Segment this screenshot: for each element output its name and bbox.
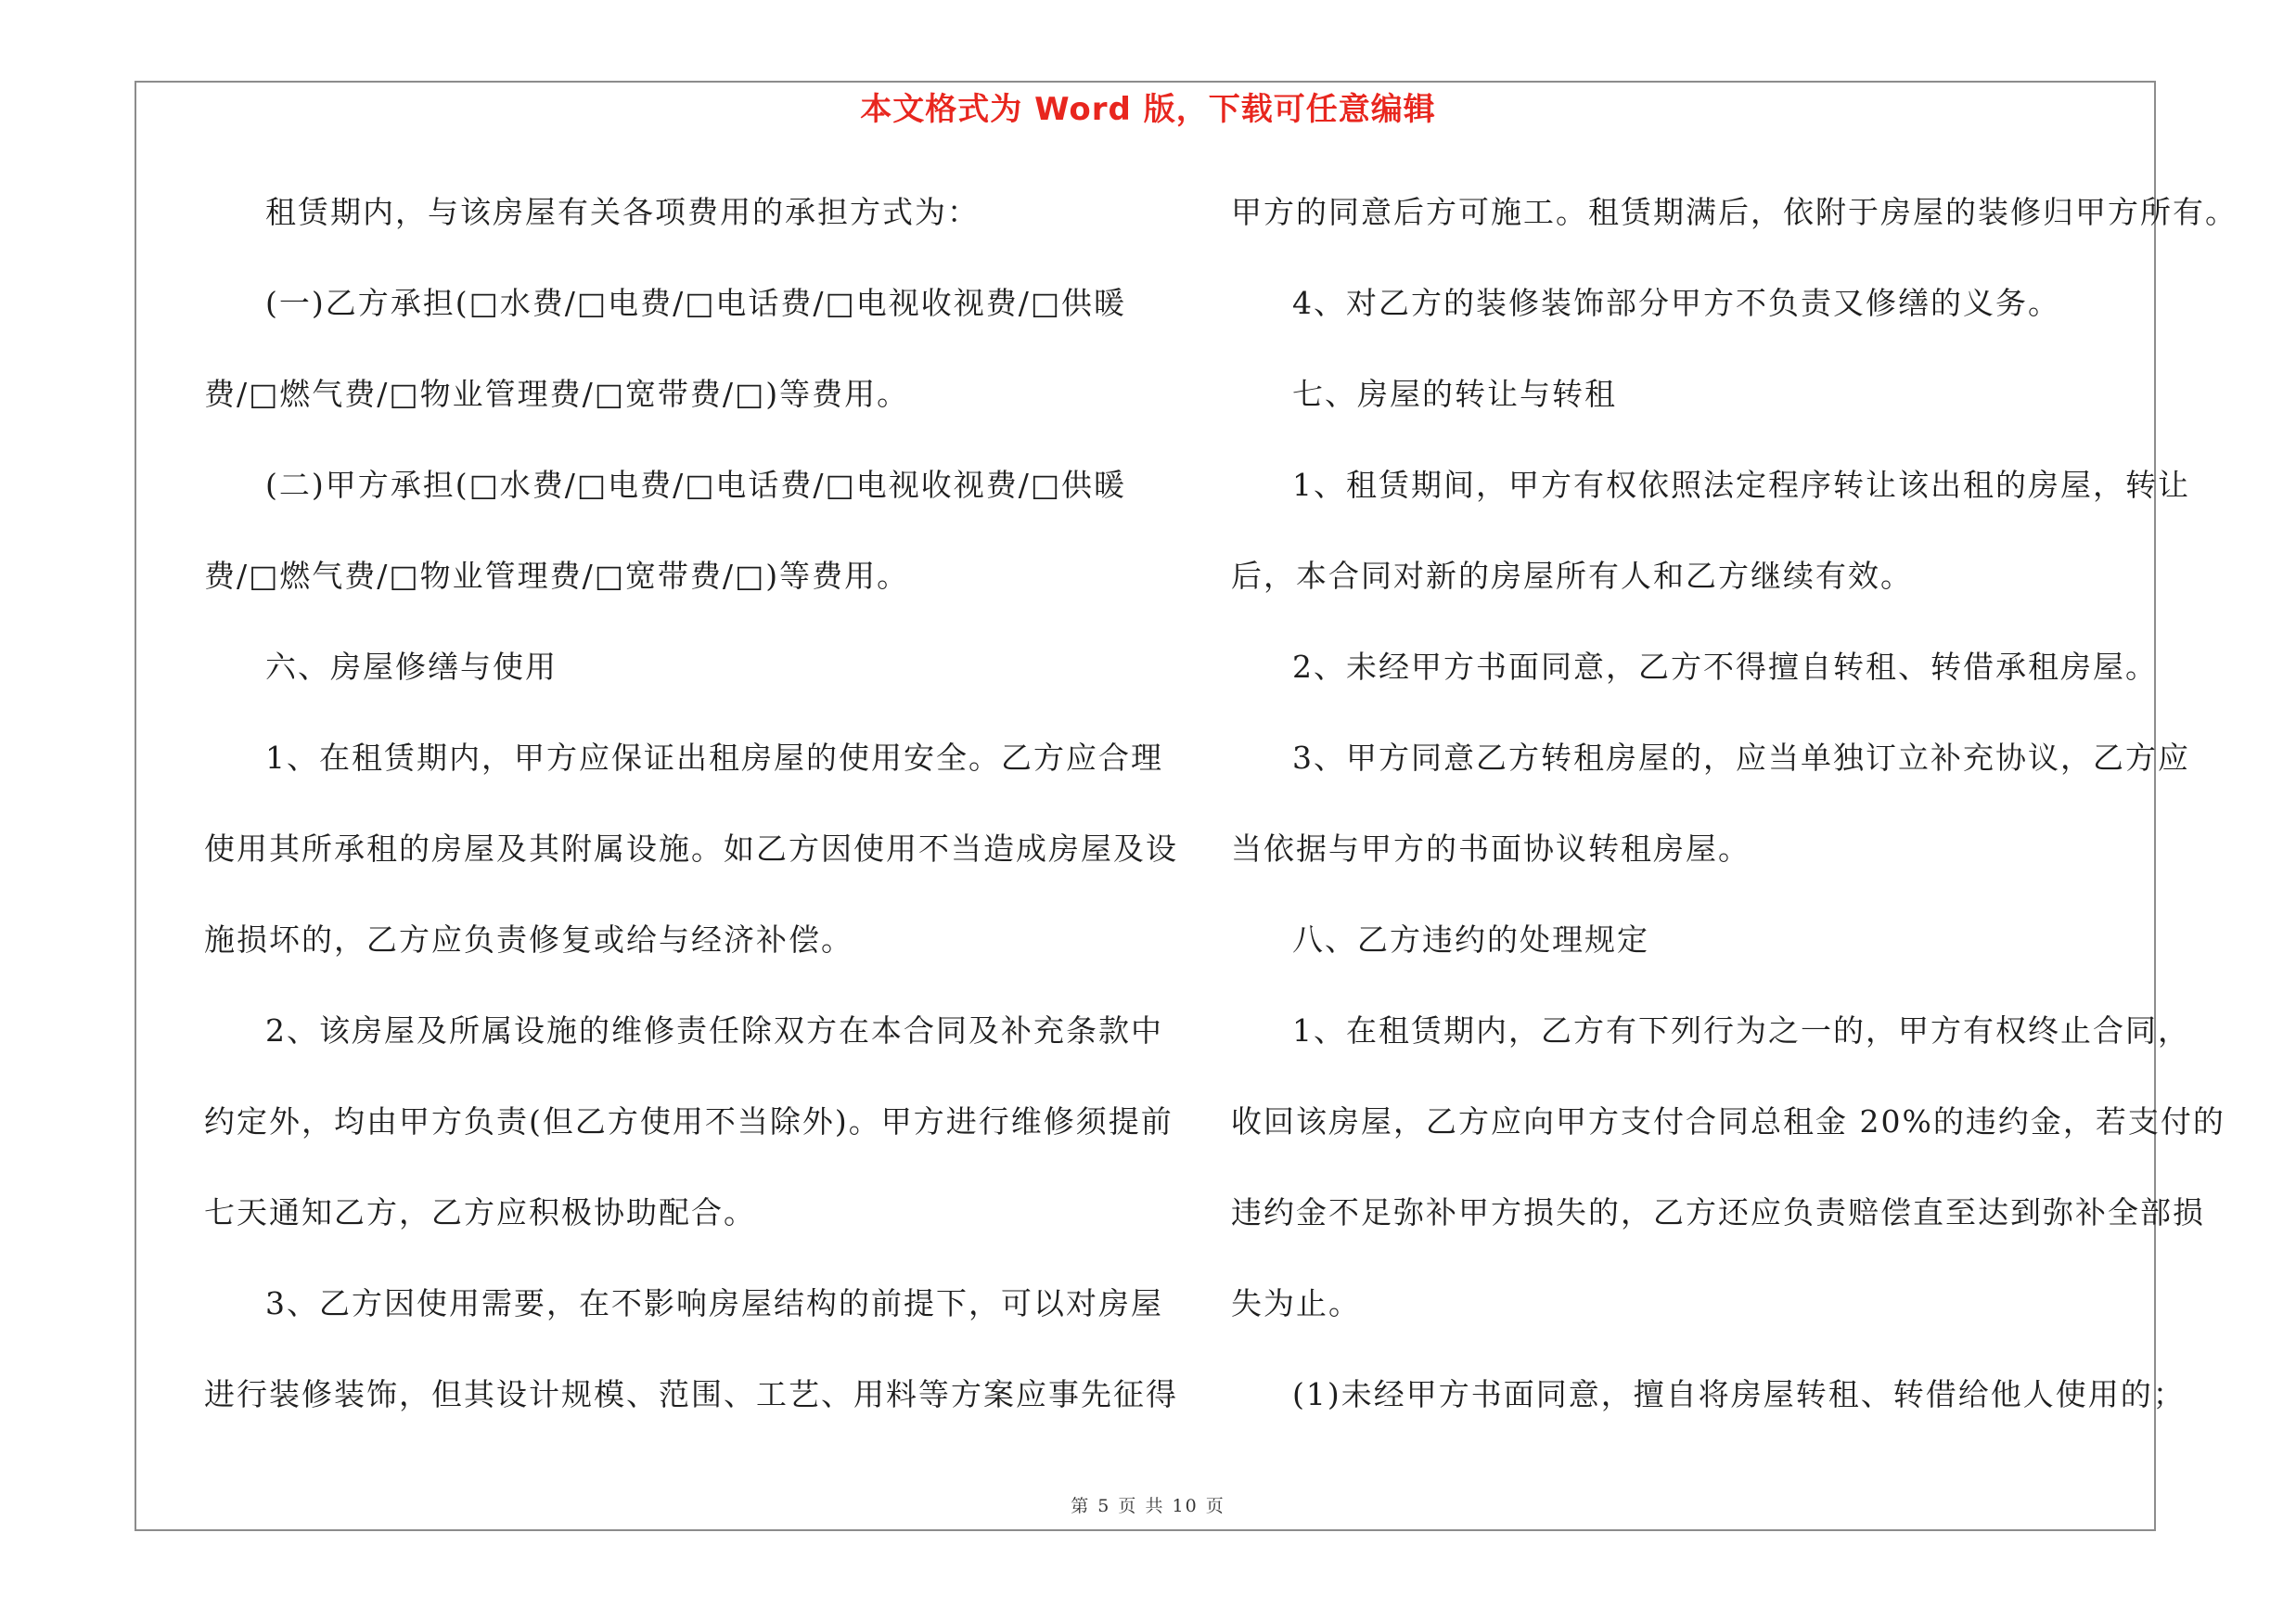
page-number: 第 5 页 共 10 页: [1071, 1496, 1225, 1516]
text-line: 违约金不足弥补甲方损失的，乙方还应负责赔偿直至达到弥补全部损: [1231, 1194, 2205, 1230]
text-line: (二)甲方承担(□水费/□电费/□电话费/□电视收视费/□供暖: [265, 467, 1126, 503]
text-line: 3、乙方因使用需要，在不影响房屋结构的前提下，可以对房屋: [265, 1285, 1163, 1321]
editable-format-banner: 本文格式为 Word 版，下载可任意编辑: [860, 91, 1436, 128]
text-line: 后，本合同对新的房屋所有人和乙方继续有效。: [1231, 558, 1913, 594]
text-line: 甲方的同意后方可施工。租赁期满后，依附于房屋的装修归甲方所有。: [1231, 194, 2238, 230]
text-line: 2、该房屋及所属设施的维修责任除双方在本合同及补充条款中: [265, 1012, 1163, 1049]
text-line: 使用其所承租的房屋及其附属设施。如乙方因使用不当造成房屋及设: [204, 831, 1178, 867]
text-line: 收回该房屋，乙方应向甲方支付合同总租金 20%的违约金，若支付的: [1231, 1103, 2225, 1140]
text-line: 失为止。: [1231, 1285, 1361, 1321]
section-heading: 八、乙方违约的处理规定: [1292, 921, 1649, 958]
right-column: [1231, 182, 2238, 1455]
text-line: 费/□燃气费/□物业管理费/□宽带费/□)等费用。: [204, 558, 910, 594]
text-line: 2、未经甲方书面同意，乙方不得擅自转租、转借承租房屋。: [1292, 649, 2158, 685]
section-heading: 六、房屋修缮与使用: [265, 649, 558, 685]
text-line: 进行装修装饰，但其设计规模、范围、工艺、用料等方案应事先征得: [204, 1376, 1178, 1412]
text-line: (1)未经甲方书面同意，擅自将房屋转租、转借给他人使用的；: [1292, 1376, 2186, 1412]
text-line: 1、租赁期间，甲方有权依照法定程序转让该出租的房屋，转让: [1292, 467, 2190, 503]
text-line: (一)乙方承担(□水费/□电费/□电话费/□电视收视费/□供暖: [265, 285, 1126, 321]
text-line: 1、在租赁期内，乙方有下列行为之一的，甲方有权终止合同，: [1292, 1012, 2190, 1049]
text-line: 费/□燃气费/□物业管理费/□宽带费/□)等费用。: [204, 376, 910, 412]
text-line: 七天通知乙方，乙方应积极协助配合。: [204, 1194, 756, 1230]
text-line: 1、在租赁期内，甲方应保证出租房屋的使用安全。乙方应合理: [265, 740, 1163, 776]
left-column: [204, 182, 1178, 1455]
text-line: 当依据与甲方的书面协议转租房屋。: [1231, 831, 1751, 867]
text-line: 租赁期内，与该房屋有关各项费用的承担方式为：: [265, 194, 980, 230]
text-line: 约定外，均由甲方负责(但乙方使用不当除外)。甲方进行维修须提前: [204, 1103, 1174, 1140]
text-line: 施损坏的，乙方应负责修复或给与经济补偿。: [204, 921, 853, 958]
text-line: 4、对乙方的装修装饰部分甲方不负责又修缮的义务。: [1292, 285, 2060, 321]
section-heading: 七、房屋的转让与转租: [1292, 376, 1617, 412]
text-line: 3、甲方同意乙方转租房屋的，应当单独订立补充协议，乙方应: [1292, 740, 2190, 776]
